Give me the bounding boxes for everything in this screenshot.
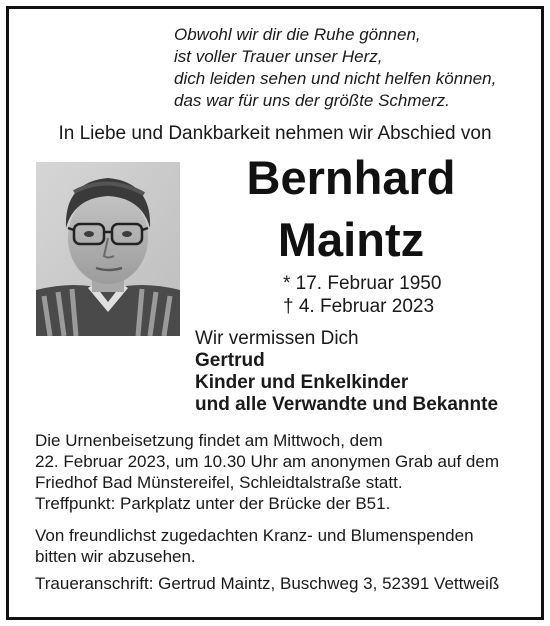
mourner-name: und alle Verwandte und Bekannte <box>195 394 499 415</box>
mourner-name: Kinder und Enkelkinder <box>195 372 409 393</box>
deceased-last-name: Maintz <box>277 213 425 266</box>
deceased-first-name: Bernhard <box>246 151 456 204</box>
funeral-line: Treffpunkt: Parkplatz unter der Brücke der B51. <box>35 494 391 513</box>
donation-line: bitten wir abzusehen. <box>35 547 196 566</box>
poem <box>174 24 496 112</box>
poem-line: das war für uns der größte Schmerz. <box>174 91 450 110</box>
poem-line: Obwohl wir dir die Ruhe gönnen, <box>174 25 421 44</box>
mourner-name: Gertrud <box>195 350 265 371</box>
poem-line: dich leiden sehen und nicht helfen können, <box>174 69 497 88</box>
birth-date: * 17. Februar 1950 <box>283 273 442 294</box>
donation-line: Von freundlichst zugedachten Kranz- und Blumenspenden <box>35 526 474 545</box>
poem-line: ist voller Trauer unser Herz, <box>174 47 383 66</box>
portrait-photo <box>36 162 180 336</box>
death-date: † 4. Februar 2023 <box>283 296 435 317</box>
funeral-line: 22. Februar 2023, um 10.30 Uhr am anonymen Grab auf dem <box>35 452 499 471</box>
mourners <box>195 328 498 416</box>
funeral-line: Die Urnenbeisetzung findet am Mittwoch, dem <box>35 431 383 450</box>
mourners-intro: Wir vermissen Dich <box>195 328 359 349</box>
mourning-address: Traueranschrift: Gertrud Maintz, Buschweg 3, 52391 Vettweiß <box>35 574 500 593</box>
farewell-intro: In Liebe und Dankbarkeit nehmen wir Abschied von <box>58 123 492 144</box>
funeral-line: Friedhof Bad Münstereifel, Schleidtalstraße statt. <box>35 473 403 492</box>
donation-note <box>35 525 474 567</box>
funeral-details <box>35 430 499 514</box>
